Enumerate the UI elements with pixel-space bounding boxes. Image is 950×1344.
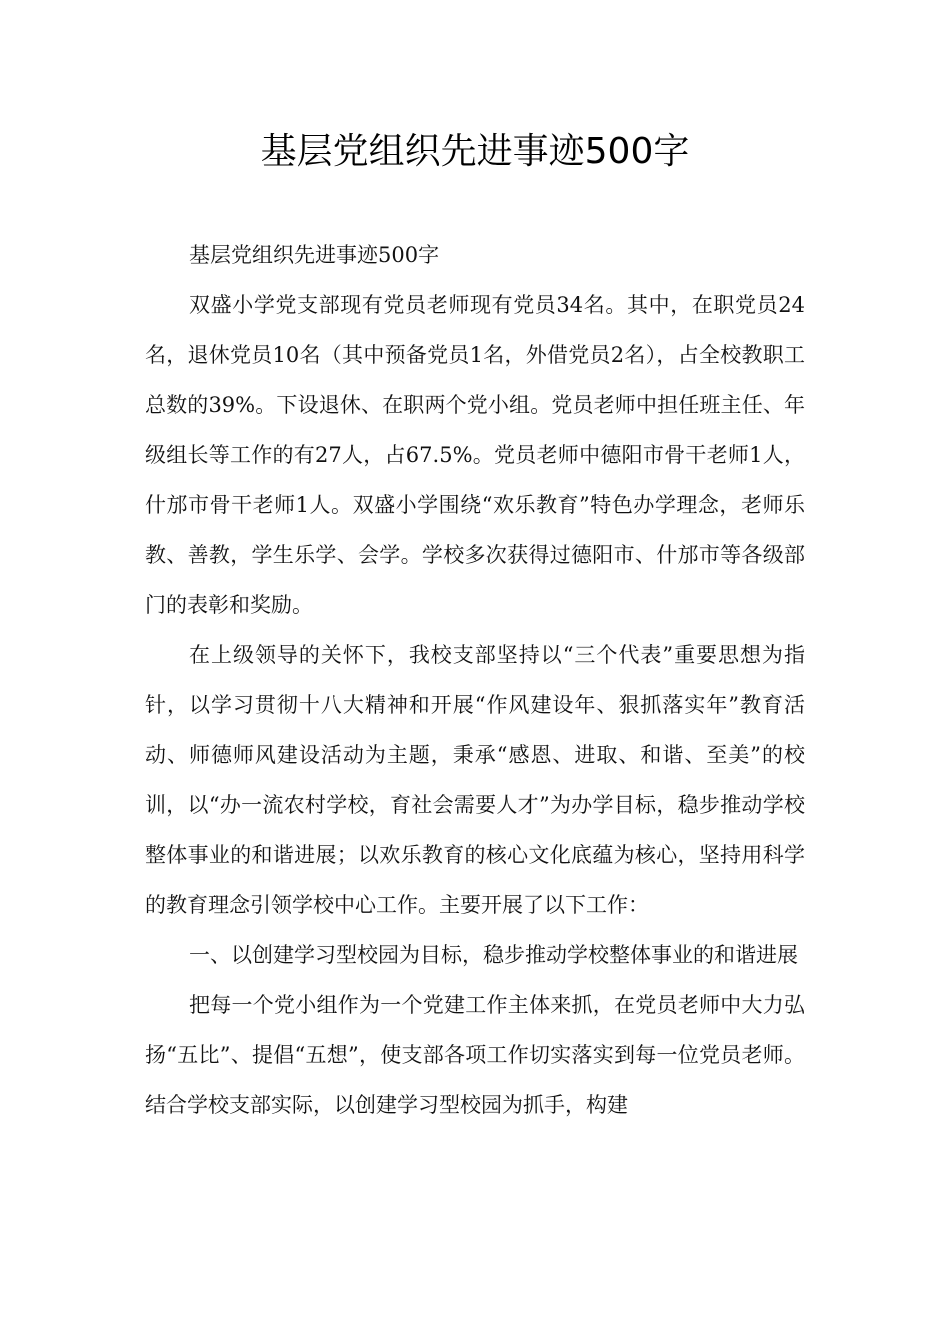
document-title: 基层党组织先进事迹500字 <box>260 131 690 172</box>
paragraph: 基层党组织先进事迹500字 <box>189 243 440 267</box>
document-body <box>145 230 805 1130</box>
paragraph: 双盛小学党支部现有党员老师现有党员34名。其中，在职党员24名，退休党员10名（其中预备党员1名，外借党员2名），占全校教职工总数的39%。下设退休、在职两个党小组。党员老师中担任班主任、年级组长等工作的有27人，占67.5%。党员老师中德阳市骨干老师1人，什邡市骨干老师1人。双盛小学围绕“欢乐教育”特色办学理念，老师乐教、善教，学生乐学、会学。学校多次获得过德阳市、什邡市等各级部门的表彰和奖励。 <box>145 293 805 617</box>
paragraph: 在上级领导的关怀下，我校支部坚持以“三个代表”重要思想为指针，以学习贯彻十八大精神和开展“作风建设年、狠抓落实年”教育活动、师德师风建设活动为主题，秉承“感恩、进取、和谐、至美”的校训，以“办一流农村学校，育社会需要人才”为办学目标，稳步推动学校整体事业的和谐进展；以欢乐教育的核心文化底蕴为核心，坚持用科学的教育理念引领学校中心工作。主要开展了以下工作： <box>145 643 805 917</box>
paragraph: 一、以创建学习型校园为目标，稳步推动学校整体事业的和谐进展 <box>189 943 798 967</box>
paragraph: 把每一个党小组作为一个党建工作主体来抓，在党员老师中大力弘扬“五比”、提倡“五想”，使支部各项工作切实落实到每一位党员老师。结合学校支部实际，以创建学习型校园为抓手，构建 <box>145 993 805 1117</box>
